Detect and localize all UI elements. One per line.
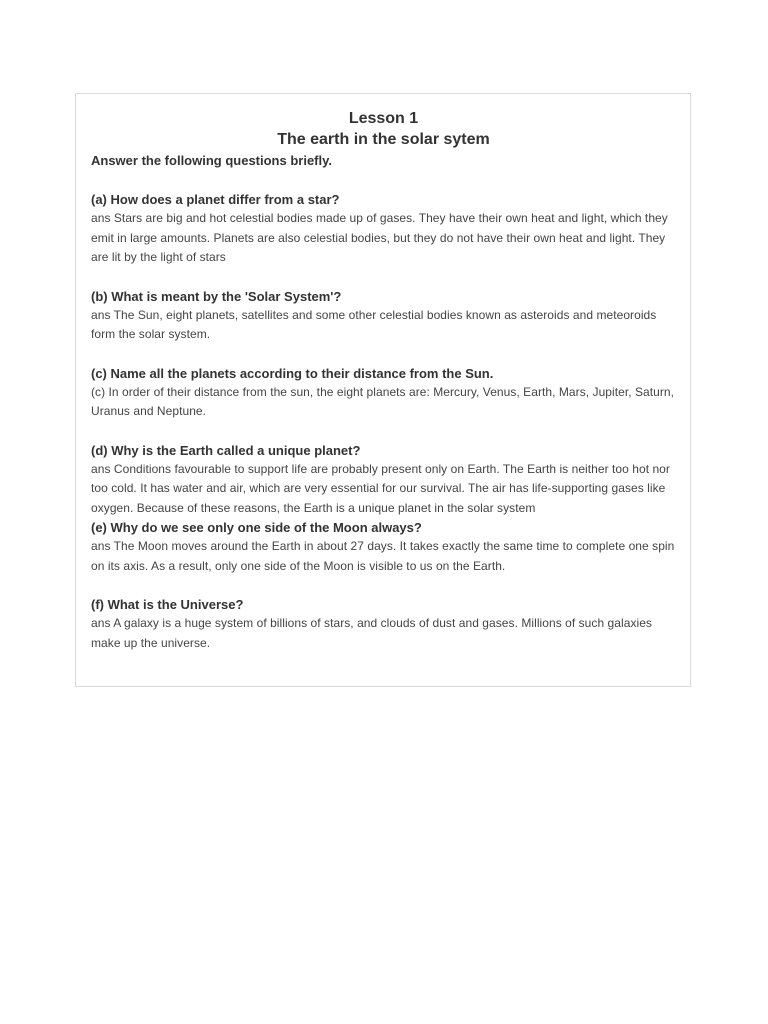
- question-text: (a) How does a planet differ from a star?: [91, 192, 340, 207]
- qa-item: [91, 441, 676, 519]
- lesson-title: The earth in the solar sytem: [277, 131, 490, 148]
- question-text: (b) What is meant by the 'Solar System'?: [91, 288, 342, 304]
- lesson-number: Lesson 1: [348, 110, 419, 127]
- answer-text: ans Conditions favourable to support life are probably present only on Earth. The Earth is neither too hot nor too cold. It has water and air, which are very essential for our survival. The air has life-supporting gases like oxygen. Because of these reasons, the Earth is a unique planet in the solar system: [91, 461, 670, 515]
- qa-item: [91, 190, 676, 268]
- question-text: (d) Why is the Earth called a unique planet?: [91, 442, 361, 458]
- question-text: (e) Why do we see only one side of the Moon always?: [91, 520, 422, 535]
- answer-text: ans The Moon moves around the Earth in about 27 days. It takes exactly the same time to complete one spin on its axis. As a result, only one side of the Moon is visible to us on the Earth.: [91, 539, 675, 573]
- answer-text: ans Stars are big and hot celestial bodies made up of gases. They have their own heat and light, which they emit in large amounts. Planets are also celestial bodies, but they do not have their own heat and light. They are lit by the light of stars: [91, 211, 668, 264]
- qa-item: [91, 595, 676, 653]
- question-text: (c) Name all the planets according to their distance from the Sun.: [91, 365, 494, 381]
- answer-text: (c) In order of their distance from the sun, the eight planets are: Mercury, Venus, Earth, Mars, Jupiter, Saturn, Uranus and Neptune.: [91, 384, 675, 418]
- qa-item: [91, 364, 676, 422]
- answer-text: ans The Sun, eight planets, satellites and some other celestial bodies known as asteroids and meteoroids form the solar system.: [91, 307, 657, 341]
- instruction-text: Answer the following questions briefly.: [91, 153, 333, 168]
- question-text: (f) What is the Universe?: [91, 597, 244, 612]
- answer-text: ans A galaxy is a huge system of billions of stars, and clouds of dust and gases. Millions of such galaxies make up the universe.: [91, 616, 652, 650]
- qa-item: [91, 287, 676, 345]
- document-content: [75, 93, 691, 687]
- qa-item: [91, 518, 676, 576]
